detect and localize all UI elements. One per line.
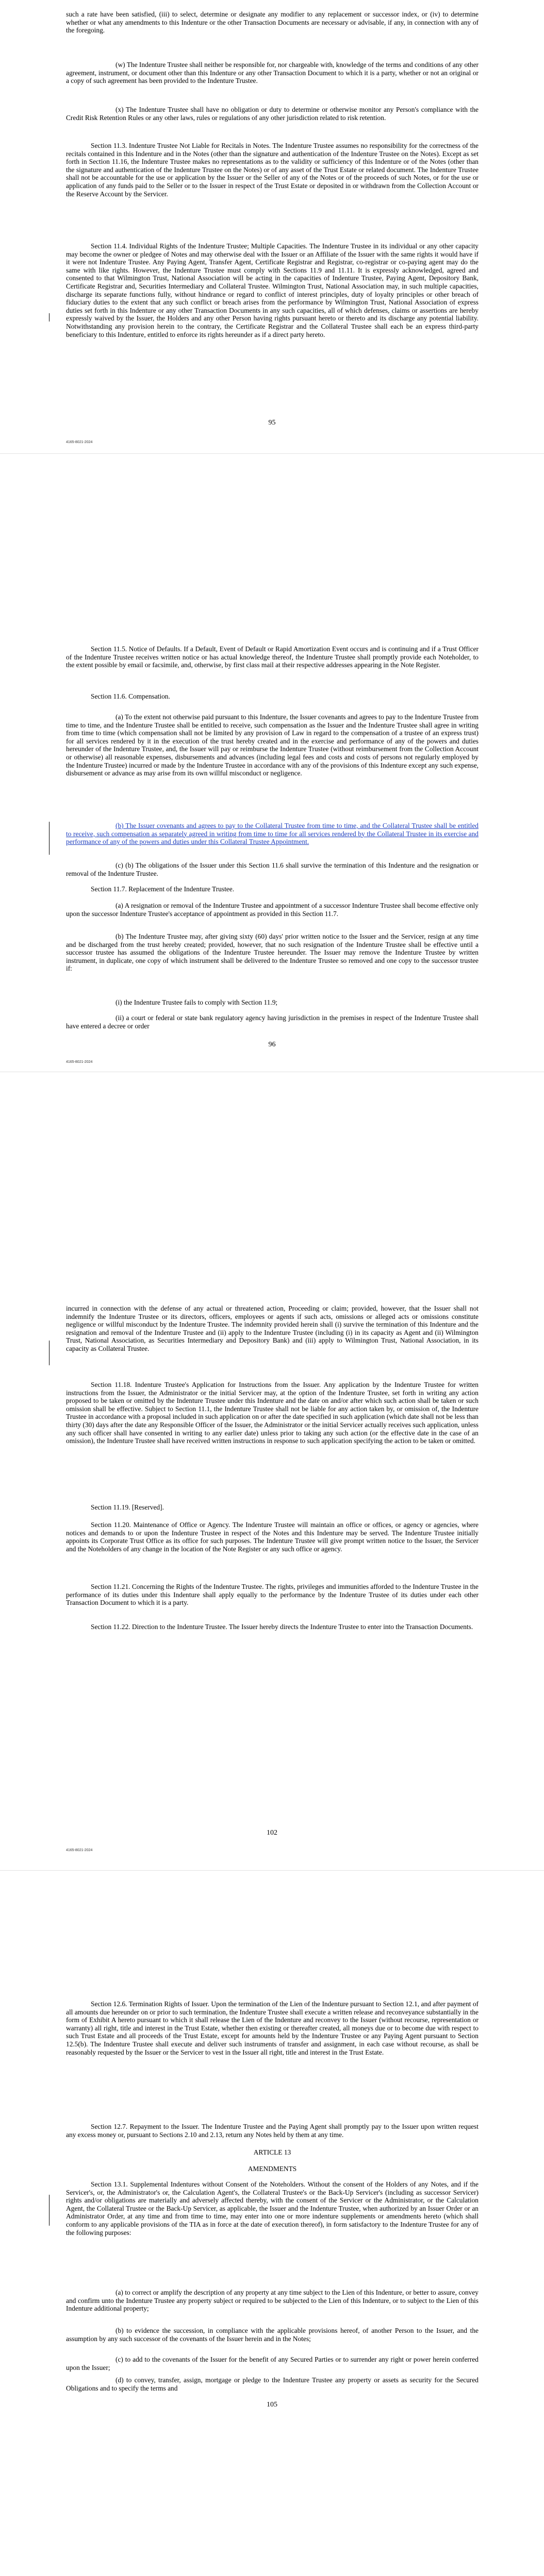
page95-paragraph-1: such a rate have been satisfied, (iii) to select, determine or designate any modifier to any replacement or successor index, or (iv) to determine whether or what any amendments to this Indenture or the other Transaction Documents are necessary or advisable, if any, in connection with any of the foregoing. [66, 10, 479, 35]
change-bar [49, 2195, 50, 2226]
page-separator [0, 1870, 544, 1871]
change-bar [49, 313, 50, 321]
document-id-footer: 4165-8021-2024 [66, 1849, 93, 1852]
page102-section-11-22: Section 11.22. Direction to the Indenture Trustee. The Issuer hereby directs the Indenture Trustee to enter into the Transaction Documents. [91, 1623, 473, 1631]
article-heading: ARTICLE 13 [253, 2148, 291, 2156]
article-title: AMENDMENTS [248, 2165, 297, 2173]
page96-paragraph-b-inserted: (b) The Issuer covenants and agrees to pay to the Collateral Trustee from time to time, and the Collateral Trustee shall be entitled to receive, such compensation as separately agreed in writing from time to time for all services rendered by the Collateral Trustee in its exercise and performance of any of the powers and duties under this Collateral Trustee Appointment. [66, 822, 479, 846]
page102-indemnity-paragraph: incurred in connection with the defense of any actual or threatened action, Proceeding or claim; provided, however, that the Issuer shall not indemnify the Indenture Trustee or its directors, officers, employees or agents if such acts, omissions or alleged acts or omissions constitute negligence or willful misconduct by the Indenture Trustee. The indemnity provided herein shall (i) survive the termination of this Indenture and the resignation and removal of the Indenture Trustee and (ii) apply to the Indenture Trustee (including (i) in its capacity as Agent and (ii) Wilmington Trust, National Association, as Securities Intermediary and Depository Bank) and (iii) apply to Wilmington Trust, National Association, in its capacity as Collateral Trustee. [66, 1304, 479, 1352]
document-page-105 [0, 1968, 544, 2576]
page95-section-11-4: Section 11.4. Individual Rights of the Indenture Trustee; Multiple Capacities. The Indenture Trustee in its individual or any other capacity may become the owner or pledgee of Notes and may otherwise deal with the Issuer or an Affiliate of the Issuer with the same rights it would have if it were not Indenture Trustee. Any Paying Agent, Transfer Agent, Certificate Registrar and Registrar, co-registrar or co-paying agent may do the same with like rights. However, the Indenture Trustee must comply with Sections 11.9 and 11.11. It is expressly acknowledged, agreed and consented to that Wilmington Trust, National Association will be acting in the capacities of Indenture Trustee, Paying Agent, Depository Bank, Certificate Registrar and, Securities Intermediary and Collateral Trustee. Wilmington Trust, National Association may, in such multiple capacities, discharge its separate functions fully, without hindrance or regard to conflict of interest principles, duty of loyalty principles or other breach of fiduciary duties to the extent that any such conflict or breach arises from the performance by Wilmington Trust, National Association of express duties set forth in this Indenture or any other Transaction Documents in any such capacities, all of which defenses, claims or assertions are hereby expressly waived by the Issuer, the Holders and any other Person having rights pursuant hereto or thereto and its discharge any potential liability. Notwithstanding any provision herein to the contrary, the Certificate Registrar and the Collateral Trustee shall each be an express third-party beneficiary to this Indenture, entitled to enforce its rights hereunder as if a direct party hereto. [66, 242, 479, 338]
page102-section-11-18: Section 11.18. Indenture Trustee's Application for Instructions from the Issuer. Any application by the Indenture Trustee for written instructions from the Issuer, the Administrator or the initial Servicer may, at the option of the Indenture Trustee, set forth in writing any action proposed to be taken or omitted by the Indenture Trustee under this Indenture and the date on and/or after which such action shall be taken or such omission shall be effective. Subject to Section 11.1, the Indenture Trustee shall not be liable for any action taken by, or omission of, the Indenture Trustee in accordance with a proposal included in such application on or after the date specified in such application (which date shall not be less than thirty (30) days after the date any Responsible Officer of the Issuer, the Administrator or the initial Servicer actually receives such application, unless any such officer shall have consented in writing to any earlier date) unless prior to taking any such action (or the effective date in the case of an omission), the Indenture Trustee shall have received written instructions in response to such application specifying the action to be taken or omitted. [66, 1381, 479, 1445]
page105-item-b: (b) to evidence the succession, in compliance with the applicable provisions hereof, of another Person to the Issuer, and the assumption by any such successor of the covenants of the Issuer herein and in the Notes; [66, 2327, 479, 2343]
page96-section-11-7-heading: Section 11.7. Replacement of the Indenture Trustee. [91, 885, 235, 893]
page96-item-ii: (ii) a court or federal or state bank regulatory agency having jurisdiction in the premises in respect of the Indenture Trustee shall have entered a decree or order [66, 1014, 479, 1030]
page96-section-11-5: Section 11.5. Notice of Defaults. If a Default, Event of Default or Rapid Amortization Event occurs and is continuing and if a Trust Officer of the Indenture Trustee receives written notice or has actual knowledge thereof, the Indenture Trustee shall promptly provide each Noteholder, to the extent possible by email or facsimile, and, otherwise, by first class mail at their respective addresses appearing in the Note Register. [66, 645, 479, 669]
page105-section-13-1: Section 13.1. Supplemental Indentures without Consent of the Noteholders. Without the consent of the Holders of any Notes, and if the Servicer's, or, the Administrator's or, the Calculation Agent's, the Collateral Trustee's or the Back-Up Servicer's (including as successor Servicer) rights and/or obligations are materially and adversely affected thereby, with the consent of the Servicer or the Administrator, or the Calculation Agent, the Collateral Trustee or the Back-Up Servicer, as applicable, the Issuer and the Indenture Trustee, when authorized by an Issuer Order or an Administrator Order, at any time and from time to time, may enter into one or more indenture supplements or amendments hereto (which shall conform to any applicable provisions of the TIA as in force at the date of execution thereof), in form satisfactory to the Indenture Trustee for any of the following purposes: [66, 2180, 479, 2236]
page105-section-12-6: Section 12.6. Termination Rights of Issuer. Upon the termination of the Lien of the Indenture pursuant to Section 12.1, and after payment of all amounts due hereunder on or prior to such termination, the Indenture Trustee shall execute a written release and reconveyance substantially in the form of Exhibit A hereto pursuant to which it shall release the Lien of the Indenture and reconvey to the Issuer (without recourse, representation or warranty) all right, title and interest in the Trust Estate, whether then existing or thereafter created, all moneys due or to become due with respect to such Trust Estate and all proceeds of the Trust Estate, except for amounts held by the Indenture Trustee or any Paying Agent pursuant to Section 12.5(b). The Indenture Trustee shall execute and deliver such instruments of transfer and assignment, in each case without recourse, as shall be reasonably requested by the Issuer or the Servicer to vest in the Issuer all right, title and interest in the Trust Estate. [66, 2000, 479, 2056]
page105-item-a: (a) to correct or amplify the description of any property at any time subject to the Lien of this Indenture, or better to assure, convey and confirm unto the Indenture Trustee any property subject or required to be subjected to the Lien of this Indenture, or to subject to the Lien of this Indenture additional property; [66, 2289, 479, 2313]
page-number-96: 96 [268, 1041, 276, 1048]
document-page-95 [0, 0, 544, 639]
page102-section-11-20: Section 11.20. Maintenance of Office or Agency. The Indenture Trustee will maintain an office or offices, or agency or agencies, where notices and demands to or upon the Indenture Trustee in respect of the Notes and this Indenture may be served. The Indenture Trustee initially appoints its Corporate Trust Office as its office for such purposes. The Indenture Trustee will give prompt written notice to the Issuer, the Servicer and the Noteholders of any change in the location of the Note Register or any such office or agency. [66, 1521, 479, 1553]
page96-paragraph-c: (c) (b) The obligations of the Issuer under this Section 11.6 shall survive the termination of this Indenture and the resignation or removal of the Indenture Trustee. [66, 861, 479, 877]
page105-item-d: (d) to convey, transfer, assign, mortgage or pledge to the Indenture Trustee any property or assets as security for the Secured Obligations and to specify the terms and [66, 2376, 479, 2392]
page-number-95: 95 [268, 419, 276, 427]
page96-paragraph-7a: (a) A resignation or removal of the Indenture Trustee and appointment of a successor Indenture Trustee shall become effective only upon the successor Indenture Trustee's acceptance of appointment as provided in this Section 11.7. [66, 902, 479, 918]
page-number-102: 102 [267, 1829, 277, 1837]
page102-section-11-21: Section 11.21. Concerning the Rights of the Indenture Trustee. The rights, privileges and immunities afforded to the Indenture Trustee in the performance of its duties under this Indenture shall apply equally to the performance by the Indenture Trustee of its duties under each other Transaction Document to which it is a party. [66, 1583, 479, 1607]
page95-paragraph-2: (w) The Indenture Trustee shall neither be responsible for, nor chargeable with, knowledge of the terms and conditions of any other agreement, instrument, or document other than this Indenture or any other Transaction Document to which it is a party, whether or not an original or a copy of such agreement has been provided to the Indenture Trustee. [66, 61, 479, 85]
document-page-96 [0, 639, 544, 1298]
page105-item-c: (c) to add to the covenants of the Issuer for the benefit of any Secured Parties or to surrender any right or power herein conferred upon the Issuer; [66, 2355, 479, 2371]
page-separator [0, 453, 544, 454]
page96-section-11-6-heading: Section 11.6. Compensation. [91, 692, 170, 700]
page-number-105: 105 [267, 2401, 277, 2409]
page96-paragraph-7b: (b) The Indenture Trustee may, after giving sixty (60) days' prior written notice to the Issuer and the Servicer, resign at any time and be discharged from the trust hereby created; provided, however, that no such resignation of the Indenture Trustee shall be effective until a successor trustee has assumed the obligations of the Indenture Trustee hereunder. The Issuer may remove the Indenture Trustee by written instrument, in duplicate, one copy of which instrument shall be delivered to the Indenture Trustee so removed and one copy to the successor trustee if: [66, 933, 479, 973]
change-bar [49, 1341, 50, 1365]
page102-section-11-19: Section 11.19. [Reserved]. [91, 1503, 164, 1511]
document-id-footer: 4165-8021-2024 [66, 1060, 93, 1064]
page96-item-i: (i) the Indenture Trustee fails to comply with Section 11.9; [116, 998, 278, 1006]
page95-paragraph-3: (x) The Indenture Trustee shall have no obligation or duty to determine or otherwise monitor any Person's compliance with the Credit Risk Retention Rules or any other laws, rules or regulations of any other jurisdiction related to risk retention. [66, 106, 479, 122]
page95-section-11-3: Section 11.3. Indenture Trustee Not Liable for Recitals in Notes. The Indenture Trustee assumes no responsibility for the correctness of the recitals contained in this Indenture and in the Notes (other than the signature and authentication of the Indenture Trustee on the Notes). Except as set forth in Section 11.16, the Indenture Trustee makes no representations as to the validity or sufficiency of this Indenture or of the Notes (other than the signature and authentication of the Indenture Trustee on the Notes) or of any asset of the Trust Estate or related document. The Indenture Trustee shall not be accountable for the use or application by the Issuer or the Seller of any of the Notes or of the proceeds of such Notes, or for the use or application of any funds paid to the Seller or to the Issuer in respect of the Trust Estate or deposited in or withdrawn from the Collection Account or the Reserve Account by the Servicer. [66, 142, 479, 198]
change-bar [49, 822, 50, 855]
document-id-footer: 4165-8021-2024 [66, 440, 93, 444]
page96-paragraph-a: (a) To the extent not otherwise paid pursuant to this Indenture, the Issuer covenants and agrees to pay to the Indenture Trustee from time to time, and the Indenture Trustee shall be entitled to receive, such compensation as the Issuer and the Indenture Trustee shall agree in writing from time to time (which compensation shall not be limited by any provision of Law in regard to the compensation of a trustee of an express trust) for all services rendered by it in the execution of the trust hereby created and in the exercise and performance of any of the powers and duties hereunder of the Indenture Trustee, and, the Issuer will pay or reimburse the Indenture Trustee (without reimbursement from the Collection Account or otherwise) all reasonable expenses, disbursements and advances (including legal fees and costs and costs of persons not regularly employed by the Indenture Trustee) incurred or made by the Indenture Trustee in accordance with any of the provisions of this Indenture except any such expense, disbursement or advance as may arise from its own willful misconduct or negligence. [66, 713, 479, 777]
document-page-102 [0, 1298, 544, 1968]
page105-section-12-7: Section 12.7. Repayment to the Issuer. The Indenture Trustee and the Paying Agent shall promptly pay to the Issuer upon written request any excess money or, pursuant to Sections 2.10 and 2.13, return any Notes held by them at any time. [66, 2123, 479, 2139]
